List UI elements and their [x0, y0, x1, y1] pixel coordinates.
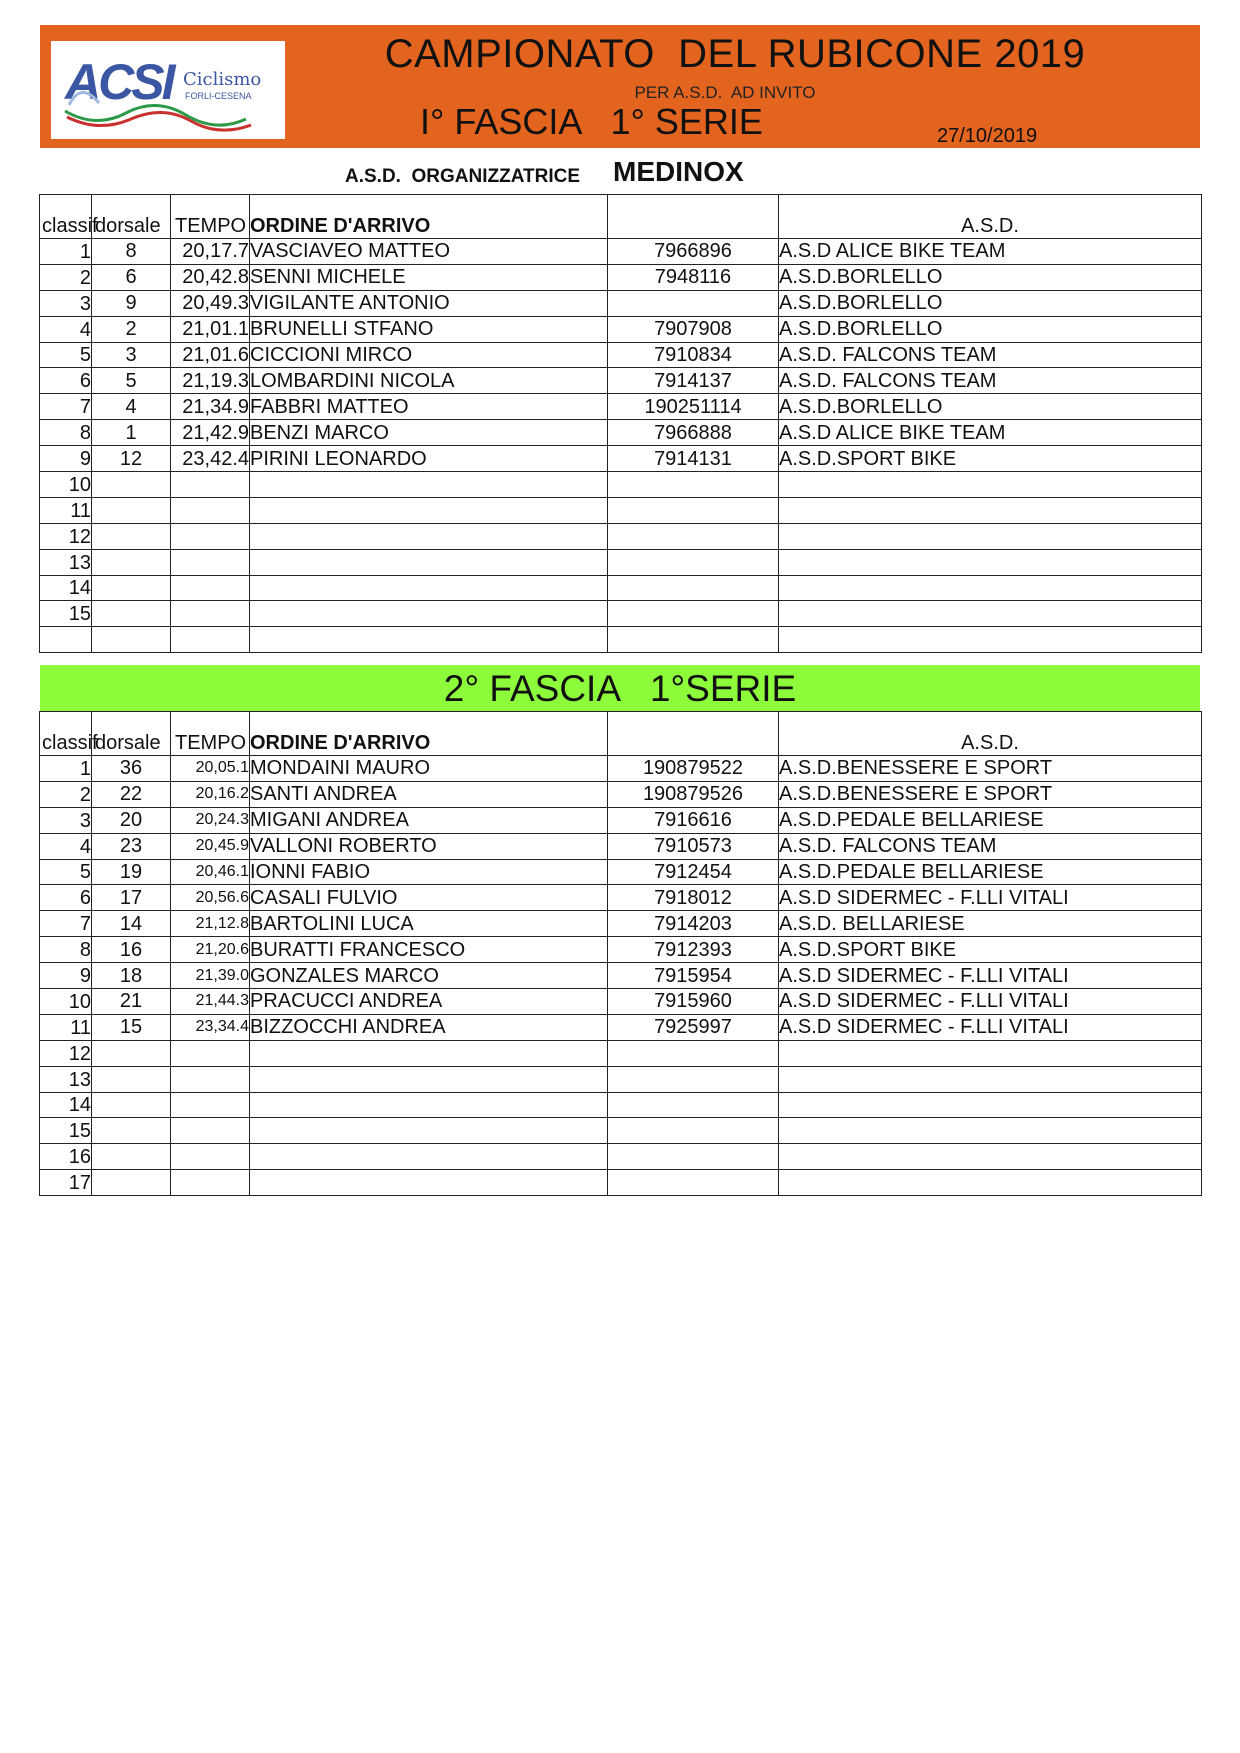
cell-club [779, 497, 1202, 523]
cell-club [779, 1170, 1202, 1196]
table-row [40, 239, 1202, 265]
cell-bib: 21 [92, 989, 171, 1015]
cell-rider-name [250, 627, 608, 653]
table-row [40, 963, 1202, 989]
cell-license-id [608, 290, 779, 316]
cell-rider-name: VASCIAVEO MATTEO [250, 239, 608, 265]
cell-rider-name [250, 497, 608, 523]
cell-position: 9 [40, 963, 92, 989]
col-header-pos: classif [40, 195, 92, 239]
cell-bib: 5 [92, 368, 171, 394]
cell-bib: 9 [92, 290, 171, 316]
cell-position: 11 [40, 497, 92, 523]
cell-time [171, 627, 250, 653]
table-row [40, 833, 1202, 859]
cell-position: 13 [40, 1066, 92, 1092]
header-banner [40, 25, 1200, 148]
cell-time: 20,45.9 [171, 833, 250, 859]
cell-bib: 19 [92, 859, 171, 885]
cell-license-id [608, 472, 779, 498]
cell-license-id [608, 1118, 779, 1144]
cell-rider-name: GONZALES MARCO [250, 963, 608, 989]
cell-club: A.S.D.PEDALE BELLARIESE [779, 859, 1202, 885]
table-row [40, 1014, 1202, 1040]
cell-position: 4 [40, 316, 92, 342]
cell-bib: 8 [92, 239, 171, 265]
cell-position: 7 [40, 911, 92, 937]
cell-rider-name: MONDAINI MAURO [250, 756, 608, 782]
cell-bib [92, 1170, 171, 1196]
cell-rider-name [250, 549, 608, 575]
cell-position: 12 [40, 523, 92, 549]
cell-license-id [608, 1144, 779, 1170]
cell-license-id: 7910834 [608, 342, 779, 368]
logo-city: FORLI-CESENA [185, 91, 252, 101]
cell-position [40, 627, 92, 653]
cell-license-id: 7915954 [608, 963, 779, 989]
cell-rider-name: IONNI FABIO [250, 859, 608, 885]
page-subtitle: PER A.S.D. AD INVITO [634, 83, 816, 102]
cell-position: 9 [40, 446, 92, 472]
cell-rider-name [250, 523, 608, 549]
cell-license-id [608, 497, 779, 523]
cell-rider-name: LOMBARDINI NICOLA [250, 368, 608, 394]
table-row [40, 1144, 1202, 1170]
cell-rider-name: CICCIONI MIRCO [250, 342, 608, 368]
cell-rider-name: BRUNELLI STFANO [250, 316, 608, 342]
table-row [40, 523, 1202, 549]
cell-position: 2 [40, 781, 92, 807]
table-row [40, 497, 1202, 523]
cell-bib: 17 [92, 885, 171, 911]
cell-position: 14 [40, 1092, 92, 1118]
table-row [40, 368, 1202, 394]
cell-license-id: 7914203 [608, 911, 779, 937]
cell-rider-name: FABBRI MATTEO [250, 394, 608, 420]
table-row [40, 394, 1202, 420]
cell-license-id: 7907908 [608, 316, 779, 342]
cell-club [779, 1092, 1202, 1118]
cell-position: 3 [40, 807, 92, 833]
cell-license-id: 7918012 [608, 885, 779, 911]
col-header-order: ORDINE D'ARRIVO [250, 712, 608, 756]
table-header [40, 712, 1202, 756]
cell-bib: 20 [92, 807, 171, 833]
table-row [40, 1040, 1202, 1066]
table-row [40, 316, 1202, 342]
cell-bib: 1 [92, 420, 171, 446]
cell-club: A.S.D.SPORT BIKE [779, 446, 1202, 472]
cell-club: A.S.D. FALCONS TEAM [779, 368, 1202, 394]
cell-position: 1 [40, 756, 92, 782]
cell-bib [92, 1118, 171, 1144]
cell-time [171, 549, 250, 575]
cell-license-id: 190879526 [608, 781, 779, 807]
table-row [40, 781, 1202, 807]
organizer-name: MEDINOX [613, 156, 744, 187]
cell-rider-name [250, 601, 608, 627]
cell-license-id: 7966896 [608, 239, 779, 265]
table-row [40, 575, 1202, 601]
table-row [40, 342, 1202, 368]
cell-bib: 15 [92, 1014, 171, 1040]
table-row [40, 472, 1202, 498]
cell-club: A.S.D.SPORT BIKE [779, 937, 1202, 963]
cell-position: 15 [40, 1118, 92, 1144]
cell-time [171, 523, 250, 549]
cell-rider-name: VIGILANTE ANTONIO [250, 290, 608, 316]
cell-time: 21,34.9 [171, 394, 250, 420]
cell-club [779, 523, 1202, 549]
cell-club [779, 1040, 1202, 1066]
table-row [40, 420, 1202, 446]
cell-bib: 14 [92, 911, 171, 937]
cell-time: 21,44.3 [171, 989, 250, 1015]
table-row [40, 290, 1202, 316]
cell-bib [92, 1066, 171, 1092]
table-row [40, 627, 1202, 653]
cell-club [779, 627, 1202, 653]
cell-bib: 36 [92, 756, 171, 782]
cell-club: A.S.D. BELLARIESE [779, 911, 1202, 937]
cell-position: 15 [40, 601, 92, 627]
table-row [40, 989, 1202, 1015]
cell-club: A.S.D SIDERMEC - F.LLI VITALI [779, 885, 1202, 911]
col-header-bib: dorsale [92, 195, 171, 239]
cell-license-id [608, 549, 779, 575]
cell-rider-name: VALLONI ROBERTO [250, 833, 608, 859]
cell-time: 23,34.4 [171, 1014, 250, 1040]
cell-club: A.S.D.BORLELLO [779, 264, 1202, 290]
table-row [40, 1066, 1202, 1092]
cell-club: A.S.D.BORLELLO [779, 290, 1202, 316]
race-date: 27/10/2019 [937, 125, 1038, 147]
page-title: CAMPIONATO DEL RUBICONE 2019 [384, 32, 1086, 76]
cell-position: 12 [40, 1040, 92, 1066]
cell-position: 10 [40, 989, 92, 1015]
table-row [40, 756, 1202, 782]
cell-time: 20,16.2 [171, 781, 250, 807]
cell-license-id [608, 1040, 779, 1066]
col-header-club: A.S.D. [779, 712, 1202, 756]
cell-position: 6 [40, 368, 92, 394]
cell-position: 17 [40, 1170, 92, 1196]
cell-rider-name: BENZI MARCO [250, 420, 608, 446]
cell-club [779, 601, 1202, 627]
cell-bib [92, 601, 171, 627]
cell-license-id: 7925997 [608, 1014, 779, 1040]
cell-rider-name [250, 1118, 608, 1144]
cell-bib: 6 [92, 264, 171, 290]
cell-license-id: 190879522 [608, 756, 779, 782]
cell-bib: 4 [92, 394, 171, 420]
cell-time: 21,01.6 [171, 342, 250, 368]
col-header-time: TEMPO [171, 195, 250, 239]
table-row [40, 1118, 1202, 1144]
table-row [40, 885, 1202, 911]
cell-club [779, 549, 1202, 575]
col-header-bib: dorsale [92, 712, 171, 756]
cell-time: 20,05.1 [171, 756, 250, 782]
cell-club [779, 1066, 1202, 1092]
table-row [40, 937, 1202, 963]
cell-rider-name [250, 1092, 608, 1118]
cell-bib: 2 [92, 316, 171, 342]
cell-license-id: 7912454 [608, 859, 779, 885]
col-header-id [608, 195, 779, 239]
table-row [40, 859, 1202, 885]
cell-rider-name: BIZZOCCHI ANDREA [250, 1014, 608, 1040]
cell-time [171, 575, 250, 601]
cell-bib: 16 [92, 937, 171, 963]
cell-time: 21,19.3 [171, 368, 250, 394]
cell-time [171, 1170, 250, 1196]
cell-bib: 23 [92, 833, 171, 859]
cell-bib [92, 1092, 171, 1118]
cell-rider-name: CASALI FULVIO [250, 885, 608, 911]
cell-club: A.S.D SIDERMEC - F.LLI VITALI [779, 989, 1202, 1015]
col-header-time: TEMPO [171, 712, 250, 756]
logo-brand: Ciclismo [183, 69, 262, 90]
cell-bib [92, 627, 171, 653]
cell-rider-name: PIRINI LEONARDO [250, 446, 608, 472]
cell-time [171, 1040, 250, 1066]
cell-club [779, 1144, 1202, 1170]
cell-time [171, 497, 250, 523]
results-table-section1 [39, 194, 1202, 653]
cell-position: 16 [40, 1144, 92, 1170]
cell-club [779, 472, 1202, 498]
col-header-order: ORDINE D'ARRIVO [250, 195, 608, 239]
cell-position: 11 [40, 1014, 92, 1040]
col-header-id [608, 712, 779, 756]
cell-rider-name: BARTOLINI LUCA [250, 911, 608, 937]
cell-club [779, 1118, 1202, 1144]
cell-club: A.S.D.BENESSERE E SPORT [779, 781, 1202, 807]
cell-bib [92, 549, 171, 575]
cell-time [171, 1066, 250, 1092]
cell-license-id: 7966888 [608, 420, 779, 446]
table-header [40, 195, 1202, 239]
col-header-club: A.S.D. [779, 195, 1202, 239]
cell-club [779, 575, 1202, 601]
cell-club: A.S.D SIDERMEC - F.LLI VITALI [779, 963, 1202, 989]
cell-position: 5 [40, 859, 92, 885]
table-row [40, 1170, 1202, 1196]
cell-time: 21,39.0 [171, 963, 250, 989]
acsi-logo-graphic [51, 41, 285, 139]
table-row [40, 911, 1202, 937]
cell-license-id: 7916616 [608, 807, 779, 833]
cell-club: A.S.D.BENESSERE E SPORT [779, 756, 1202, 782]
cell-club: A.S.D.BORLELLO [779, 394, 1202, 420]
cell-rider-name: SENNI MICHELE [250, 264, 608, 290]
cell-bib [92, 497, 171, 523]
table-row [40, 264, 1202, 290]
cell-time [171, 601, 250, 627]
cell-bib: 22 [92, 781, 171, 807]
cell-rider-name [250, 1144, 608, 1170]
cell-club: A.S.D.PEDALE BELLARIESE [779, 807, 1202, 833]
cell-position: 5 [40, 342, 92, 368]
cell-time: 21,01.1 [171, 316, 250, 342]
cell-bib: 12 [92, 446, 171, 472]
table-row [40, 601, 1202, 627]
cell-license-id [608, 627, 779, 653]
cell-rider-name: MIGANI ANDREA [250, 807, 608, 833]
cell-time [171, 1092, 250, 1118]
cell-bib [92, 523, 171, 549]
section1-title: I° FASCIA 1° SERIE [420, 101, 763, 142]
cell-bib: 18 [92, 963, 171, 989]
cell-bib: 3 [92, 342, 171, 368]
cell-bib [92, 472, 171, 498]
cell-rider-name [250, 472, 608, 498]
cell-bib [92, 1144, 171, 1170]
cell-license-id [608, 601, 779, 627]
cell-bib [92, 1040, 171, 1066]
cell-license-id [608, 575, 779, 601]
cell-club: A.S.D ALICE BIKE TEAM [779, 420, 1202, 446]
cell-club: A.S.D. FALCONS TEAM [779, 342, 1202, 368]
table-row [40, 1092, 1202, 1118]
cell-position: 1 [40, 239, 92, 265]
results-table-section2 [39, 711, 1202, 1196]
cell-license-id [608, 1092, 779, 1118]
logo-mark: ACSI [65, 54, 173, 110]
cell-time: 21,42.9 [171, 420, 250, 446]
cell-rider-name: PRACUCCI ANDREA [250, 989, 608, 1015]
cell-rider-name [250, 1040, 608, 1066]
cell-position: 13 [40, 549, 92, 575]
cell-license-id [608, 1170, 779, 1196]
table-row [40, 446, 1202, 472]
cell-position: 7 [40, 394, 92, 420]
cell-license-id [608, 1066, 779, 1092]
cell-license-id: 7914131 [608, 446, 779, 472]
cell-rider-name: BURATTI FRANCESCO [250, 937, 608, 963]
cell-rider-name [250, 575, 608, 601]
cell-position: 4 [40, 833, 92, 859]
cell-license-id: 190251114 [608, 394, 779, 420]
cell-time: 20,49.3 [171, 290, 250, 316]
cell-club: A.S.D ALICE BIKE TEAM [779, 239, 1202, 265]
cell-rider-name: SANTI ANDREA [250, 781, 608, 807]
col-header-pos: classif [40, 712, 92, 756]
cell-time: 21,20.6 [171, 937, 250, 963]
cell-position: 8 [40, 420, 92, 446]
section2-title: 2° FASCIA 1°SERIE [443, 668, 797, 709]
cell-license-id: 7910573 [608, 833, 779, 859]
cell-time: 21,12.8 [171, 911, 250, 937]
cell-club: A.S.D SIDERMEC - F.LLI VITALI [779, 1014, 1202, 1040]
cell-time [171, 1118, 250, 1144]
cell-bib [92, 575, 171, 601]
cell-license-id: 7948116 [608, 264, 779, 290]
cell-time: 20,17.7 [171, 239, 250, 265]
cell-position: 10 [40, 472, 92, 498]
table-row [40, 807, 1202, 833]
cell-license-id: 7912393 [608, 937, 779, 963]
cell-time: 23,42.4 [171, 446, 250, 472]
cell-position: 14 [40, 575, 92, 601]
cell-position: 8 [40, 937, 92, 963]
cell-time [171, 472, 250, 498]
cell-rider-name [250, 1170, 608, 1196]
acsi-logo [51, 41, 285, 139]
cell-position: 3 [40, 290, 92, 316]
cell-club: A.S.D. FALCONS TEAM [779, 833, 1202, 859]
cell-club: A.S.D.BORLELLO [779, 316, 1202, 342]
cell-position: 2 [40, 264, 92, 290]
cell-time: 20,24.3 [171, 807, 250, 833]
cell-time: 20,56.6 [171, 885, 250, 911]
cell-position: 6 [40, 885, 92, 911]
table-row [40, 549, 1202, 575]
cell-rider-name [250, 1066, 608, 1092]
cell-time: 20,46.1 [171, 859, 250, 885]
section2-band [40, 665, 1200, 712]
organizer-label: A.S.D. ORGANIZZATRICE [345, 166, 581, 187]
cell-time [171, 1144, 250, 1170]
cell-license-id: 7914137 [608, 368, 779, 394]
cell-time: 20,42.8 [171, 264, 250, 290]
cell-license-id: 7915960 [608, 989, 779, 1015]
cell-license-id [608, 523, 779, 549]
